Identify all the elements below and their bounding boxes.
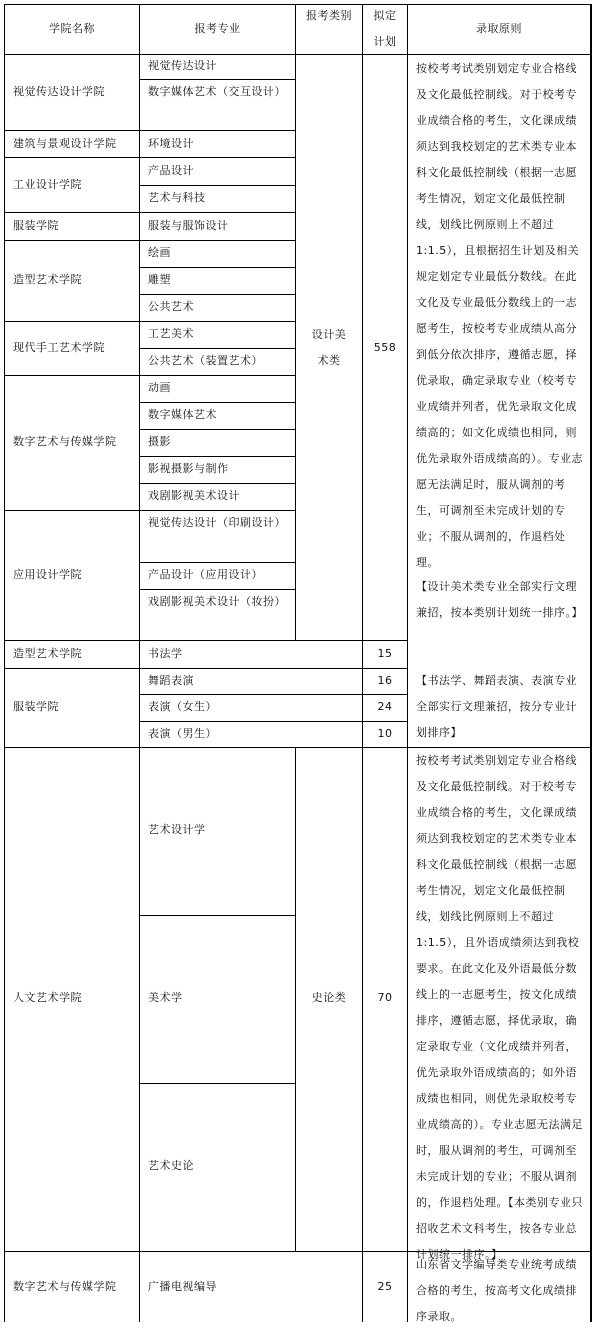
grid-line [139, 1083, 296, 1084]
principle-text: 按校考考试类别划定专业合格线及文化最低控制线。对于校考专业成绩合格的考生，文化课成绩须达到我校划定的艺术类专业本科文化最低控制线（根据一志愿考生情况，划定文化最低控制线，划线比例原则上不超过1:1.5），且外语成绩须达到我校要求。在此文化及外语最低分数线上的一志愿考生，按文化成绩排序，遵循志愿，择优录取，确定录取专业（文化成绩并列者，优先录取外语成绩高的；如外语成绩也相同，则优先录取校考专业成绩高的）。专业志愿无法满足时，服从调剂的考生，可调剂至未完成计划的专业；不服从调剂的，作退档处理。【本类别专业只招收艺术文科考生，按各专业总计划统一排序。】 [416, 754, 583, 1261]
major-name: 艺术史论 [148, 1159, 194, 1172]
major-name: 产品设计 [148, 164, 194, 177]
college-name: 服装学院 [13, 700, 59, 713]
plan-count: 70 [377, 991, 393, 1004]
major-name: 动画 [148, 381, 171, 394]
header-major: 报考专业 [194, 22, 241, 35]
plan-count: 10 [377, 727, 393, 740]
college-name: 人文艺术学院 [13, 991, 82, 1004]
college-name: 服装学院 [13, 219, 59, 232]
college-name: 数字艺术与传媒学院 [13, 435, 117, 448]
major-name: 表演（女生） [148, 700, 217, 713]
major-name: 艺术与科技 [148, 191, 206, 204]
major-name: 视觉传达设计（印刷设计） [148, 516, 286, 529]
college-name: 现代手工艺术学院 [13, 341, 105, 354]
major-name: 影视摄影与制作 [148, 462, 229, 475]
category-name: 设计美术类 [311, 328, 347, 367]
major-name: 公共艺术（装置艺术） [148, 354, 263, 367]
major-name: 戏剧影视美术设计 [148, 489, 240, 502]
principle-text: 山东省文学编导类专业统考成绩合格的考生，按高考文化成绩排序录取。 [416, 1258, 577, 1323]
college-name: 视觉传达设计学院 [13, 85, 105, 98]
plan-count: 15 [377, 647, 393, 660]
major-name: 广播电视编导 [148, 1280, 217, 1293]
college-name: 造型艺术学院 [13, 273, 82, 286]
grid-line [4, 54, 592, 55]
college-name: 工业设计学院 [13, 178, 82, 191]
major-name: 戏剧影视美术设计（妆扮） [148, 595, 286, 608]
major-name: 书法学 [148, 647, 183, 660]
major-name: 绘画 [148, 246, 171, 259]
major-name: 环境设计 [148, 137, 194, 150]
major-name: 美术学 [148, 991, 183, 1004]
plan-count: 16 [377, 674, 393, 687]
grid-line [295, 4, 296, 640]
major-name: 公共艺术 [148, 300, 194, 313]
category-name: 史论类 [311, 991, 347, 1004]
college-name: 造型艺术学院 [13, 647, 82, 660]
major-name: 服装与服饰设计 [148, 219, 229, 232]
major-name: 舞蹈表演 [148, 674, 194, 687]
grid-line [139, 915, 296, 916]
principle-note: 【书法学、舞蹈表演、表演专业全部实行文理兼招，按分专业计划排序】 [416, 674, 577, 739]
major-name: 数字媒体艺术（交互设计） [148, 85, 286, 98]
grid-line [591, 4, 592, 1322]
header-category: 报考类别 [306, 9, 352, 22]
college-name: 应用设计学院 [13, 568, 82, 581]
major-name: 摄影 [148, 435, 171, 448]
college-name: 数字艺术与传媒学院 [13, 1280, 117, 1293]
major-name: 表演（男生） [148, 727, 217, 740]
grid-line [4, 4, 592, 5]
major-name: 艺术设计学 [148, 823, 206, 836]
grid-line [4, 668, 408, 669]
major-name: 产品设计（应用设计） [148, 568, 263, 581]
major-name: 工艺美术 [148, 327, 194, 340]
header-college: 学院名称 [49, 22, 95, 35]
header-principle: 录取原则 [476, 22, 522, 35]
major-name: 雕塑 [148, 273, 171, 286]
header-plan: 拟定计划 [373, 9, 397, 48]
grid-line [4, 4, 5, 1322]
college-name: 建筑与景观设计学院 [13, 137, 117, 150]
principle-note: 【设计美术类专业全部实行文理兼招，按本类别计划统一排序。】 [416, 580, 583, 619]
grid-line [407, 4, 408, 1322]
grid-line [590, 4, 591, 1322]
plan-count: 558 [373, 341, 397, 354]
plan-count: 25 [377, 1280, 393, 1293]
plan-count: 24 [377, 700, 393, 713]
major-name: 数字媒体艺术 [148, 408, 217, 421]
major-name: 视觉传达设计 [148, 59, 217, 72]
principle-text: 按校考考试类别划定专业合格线及文化最低控制线。对于校考专业成绩合格的考生，文化课成绩须达到我校划定的艺术类专业本科文化最低控制线（根据一志愿考生情况，划定文化最低控制线，划线比例原则上不超过1:1.5），且根据招生计划及相关规定划定专业最低分数线。在此文化及专业最低分数线上的一志愿考生，按校考专业成绩从高分到低分依次排序，遵循志愿，择优录取，确定录取专业（校考专业成绩并列者，优先录取文化成绩高的；如文化成绩也相同，则优先录取外语成绩高的）。专业志愿无法满足时，服从调剂的考生，可调剂至未完成计划的专业；不服从调剂的，作退档处理。 [416, 62, 583, 569]
grid-line [139, 4, 140, 1322]
